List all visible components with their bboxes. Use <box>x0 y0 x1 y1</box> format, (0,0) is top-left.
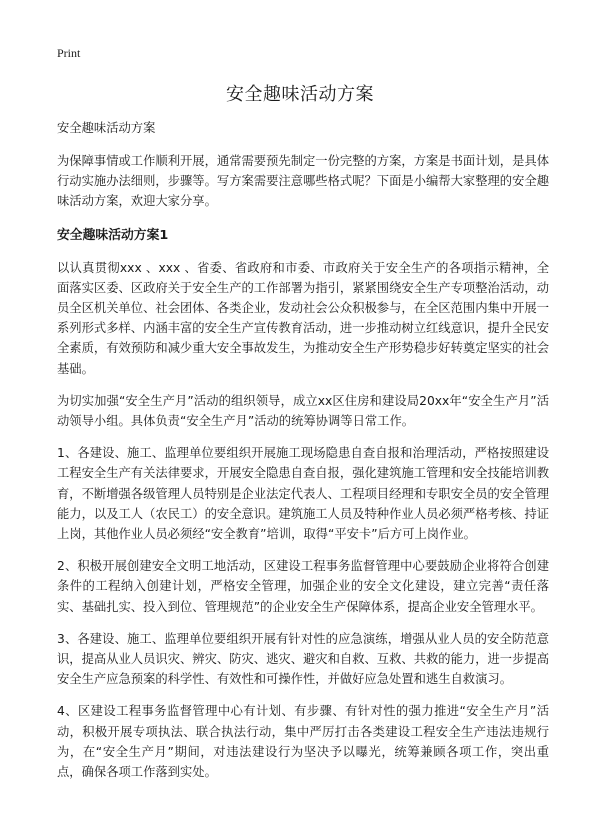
document-body <box>57 118 549 794</box>
paragraph-5: 3、各建设、施工、监理单位要组织开展有针对性的应急演练，增强从业人员的安全防范意识，提高从业人员识灾、辨灾、防灾、逃灾、避灾和自救、互救、共救的能力，进一步提高安全生产应急预案的科学性、有效性和可操作性，并做好应急处置和逃生自救演习。 <box>57 631 549 687</box>
paragraph-2: 为切实加强“安全生产月”活动的组织领导，成立xx区住房和建设局20xx年“安全生产月”活动领导小组。具体负责“安全生产月”活动的统筹协调等日常工作。 <box>57 393 549 429</box>
paragraph-4: 2、积极开展创建安全文明工地活动，区建设工程事务监督管理中心要鼓励企业将符合创建条件的工程纳入创建计划，严格安全管理，加强企业的安全文化建设，建立完善“责任落实、基础扎实、投入到位、管理规范”的企业安全生产保障体系，提高企业安全管理水平。 <box>57 559 549 614</box>
page-title: 安全趣味活动方案 <box>226 84 374 105</box>
print-link[interactable]: Print <box>57 46 81 60</box>
intro-paragraph: 为保障事情或工作顺利开展，通常需要预先制定一份完整的方案，方案是书面计划，是具体行动实施办法细则，步骤等。写方案需要注意哪些格式呢？下面是小编帮大家整理的安全趣味活动方案，欢迎大家分享。 <box>57 154 549 209</box>
section-heading: 安全趣味活动方案1 <box>57 227 169 243</box>
paragraph-6: 4、区建设工程事务监督管理中心有计划、有步骤、有针对性的强力推进“安全生产月”活动，积极开展专项执法、联合执法行动，集中严厉打击各类建设工程安全生产违法违规行为，在“安全生产月”期间，对违法建设行为坚决予以曝光，统筹兼顾各项工作，突出重点，确保各项工作落到实处。 <box>57 704 549 780</box>
document-subtitle: 安全趣味活动方案 <box>57 121 156 135</box>
paragraph-3: 1、各建设、施工、监理单位要组织开展施工现场隐患自查自报和治理活动，严格按照建设工程安全生产有关法律要求，开展安全隐患自查自报，强化建筑施工管理和安全技能培训教育，不断增强各级管理人员特别是企业法定代表人、工程项目经理和专职安全员的安全管理能力，以及工人（农民工）的安全意识。建筑施工人员及特种作业人员必须严格考核、持证上岗，其他作业人员必须经“安全教育”培训，取得“平安卡”后方可上岗作业。 <box>57 446 549 542</box>
paragraph-1: 以认真贯彻xxx 、xxx 、省委、省政府和市委、市政府关于安全生产的各项指示精神，全面落实区委、区政府关于安全生产的工作部署为指引，紧紧围绕安全生产专项整治活动，动员全区机关单位、社会团体、各类企业，发动社会公众积极参与，在全区范围内集中开展一系列形式多样、内涵丰富的安全生产宣传教育活动，进一步推动树立红线意识，提升全民安全素质，有效预防和减少重大安全事故发生，为推动安全生产形势稳步好转奠定坚实的社会基础。 <box>57 260 549 376</box>
